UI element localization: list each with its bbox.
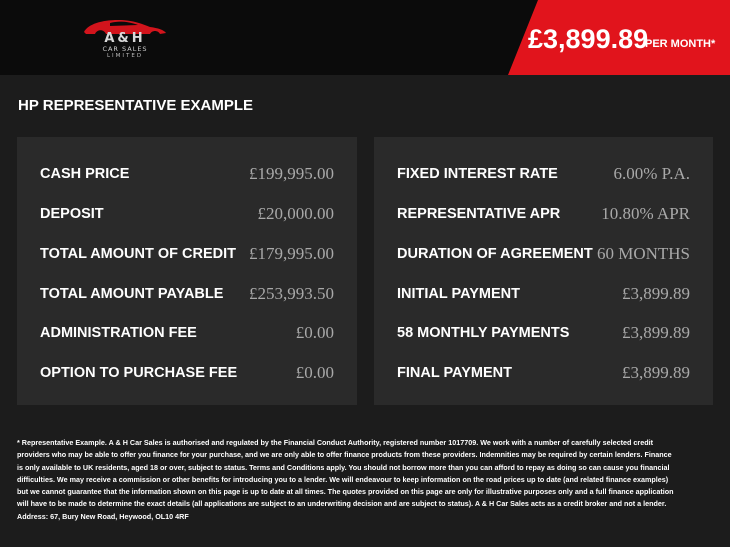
row-label: ADMINISTRATION FEE — [40, 325, 197, 341]
finance-row — [374, 362, 713, 386]
row-label: OPTION TO PURCHASE FEE — [40, 365, 238, 381]
row-label: 58 MONTHLY PAYMENTS — [397, 325, 570, 341]
company-logo[interactable] — [80, 14, 170, 62]
finance-row — [17, 322, 357, 346]
header-bar — [0, 0, 730, 75]
row-label: DURATION OF AGREEMENT — [397, 246, 593, 262]
finance-row — [374, 243, 713, 267]
monthly-price: £3,899.89 — [528, 24, 649, 54]
row-label: TOTAL AMOUNT OF CREDIT — [40, 246, 237, 262]
row-value: 10.80% APR — [601, 204, 690, 223]
row-value: 60 MONTHS — [596, 244, 690, 263]
finance-row — [374, 322, 713, 346]
finance-panel-right — [374, 137, 713, 405]
finance-row — [374, 203, 713, 227]
finance-row — [17, 163, 357, 187]
finance-panel-left — [17, 137, 357, 405]
finance-disclaimer: * Representative Example. A & H Car Sales is authorised and regulated by the Financial Conduct Authority, registered number 1017709. We work with a number of carefully selected credit providers who may be able to offer you finance for your purchase, and we are only able to offer finance products from these providers. Indemnities may be required by certain lenders. Finance is only available to UK residents, aged 18 or over, subject to status. Terms and Conditions apply. You should not borrow more than you can afford to repay as doing so can cause you financial difficulties. We may receive a commission or other benefits for introducing you to a lender. We will endeavour to keep information on the road prices up to date (and related finance examples) but we cannot guarantee that the information shown on this page is up to date at all times. The quotes provided on this page are only for illustrative purposes only and a full finance application will have to be made to determine the exact details (all applications are subject to an underwriting decision and are subject to status). A & H Car Sales acts as a credit broker and not a lender. Address: 67, Bury New Road, Heywood, OL10 4RF — [17, 438, 674, 521]
finance-row — [17, 243, 357, 267]
row-label: INITIAL PAYMENT — [397, 286, 520, 302]
row-value: £3,899.89 — [622, 323, 690, 342]
row-label: TOTAL AMOUNT PAYABLE — [40, 286, 224, 302]
row-value: £0.00 — [295, 323, 334, 342]
row-label: CASH PRICE — [40, 166, 130, 182]
row-value: £3,899.89 — [622, 363, 690, 382]
section-title: HP REPRESENTATIVE EXAMPLE — [18, 97, 254, 114]
row-value: £253,993.50 — [249, 284, 334, 303]
logo-name: A&H — [104, 31, 146, 46]
logo-subtitle-limited: LIMITED — [106, 53, 144, 59]
row-label: DEPOSIT — [40, 206, 104, 222]
finance-row — [17, 203, 357, 227]
row-value: £179,995.00 — [249, 244, 334, 263]
row-value: £3,899.89 — [622, 284, 690, 303]
row-value: 6.00% P.A. — [613, 164, 690, 183]
row-label: FINAL PAYMENT — [397, 365, 512, 381]
finance-row — [17, 362, 357, 386]
finance-row — [374, 283, 713, 307]
row-label: FIXED INTEREST RATE — [397, 166, 558, 182]
logo-subtitle: CAR SALES — [102, 45, 148, 53]
row-label: REPRESENTATIVE APR — [397, 206, 561, 222]
finance-row — [17, 283, 357, 307]
row-value: £0.00 — [295, 363, 334, 382]
row-value: £20,000.00 — [257, 204, 334, 223]
finance-row — [374, 163, 713, 187]
price-period-label: PER MONTH* — [645, 38, 716, 50]
row-value: £199,995.00 — [249, 164, 334, 183]
